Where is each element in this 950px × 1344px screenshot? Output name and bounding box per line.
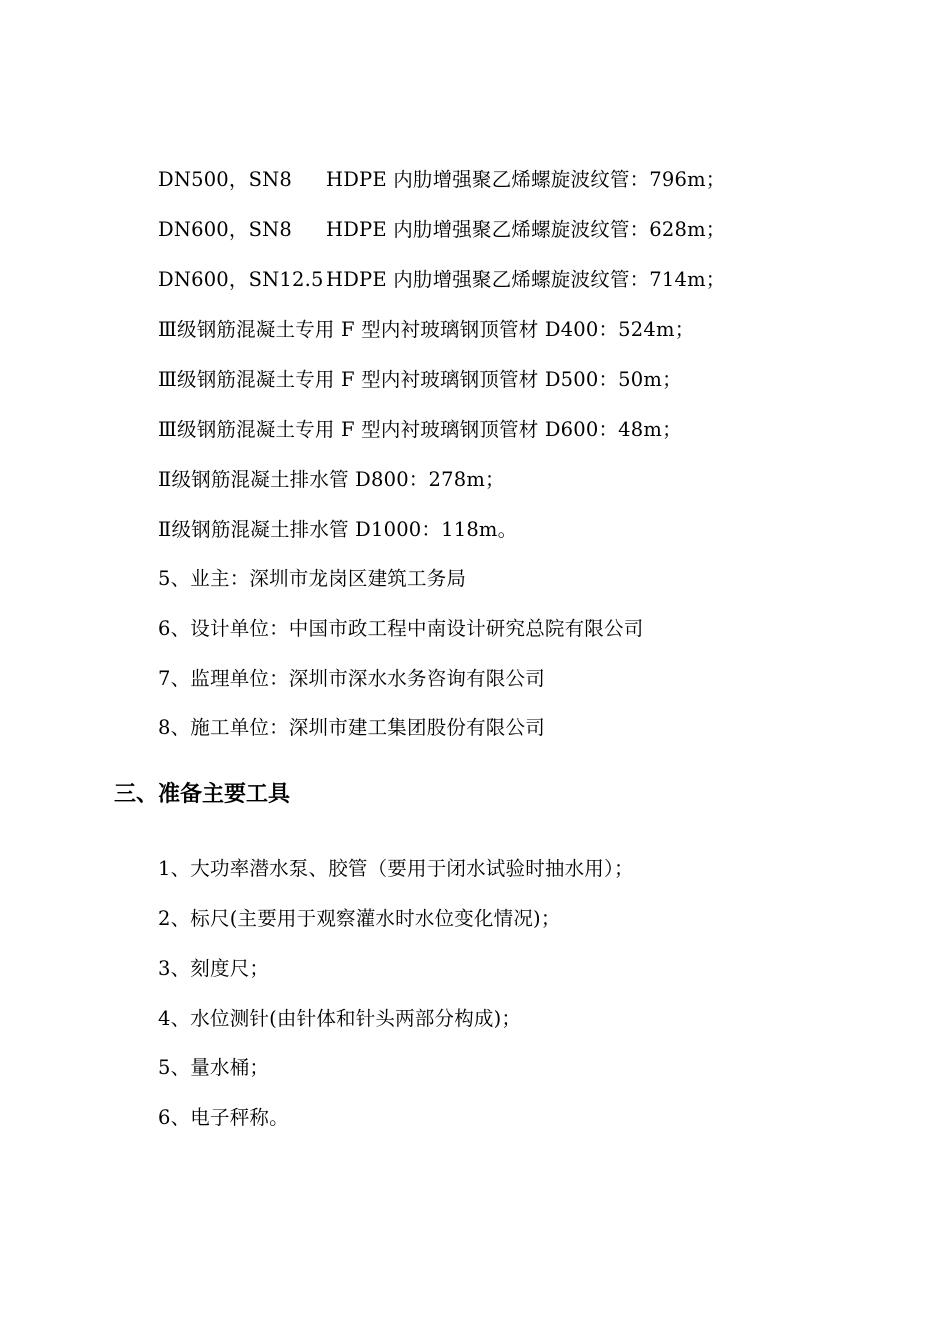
tool-item-4: 4、水位测针(由针体和针头两部分构成)；	[158, 1007, 522, 1030]
pipe-description: HDPE 内肋增强聚乙烯螺旋波纹管：714m；	[326, 268, 726, 291]
pipe-description: HDPE 内肋增强聚乙烯螺旋波纹管：796m；	[326, 168, 726, 191]
material-line-4: Ⅱ级钢筋混凝土排水管 D800：278m；	[158, 468, 505, 491]
section-heading: 三、准备主要工具	[114, 782, 291, 807]
pipe-description: HDPE 内肋增强聚乙烯螺旋波纹管：628m；	[326, 218, 726, 241]
tool-item-6: 6、电子秤称。	[158, 1106, 289, 1129]
tool-item-2: 2、标尺(主要用于观察灌水时水位变化情况)；	[158, 907, 561, 930]
pipe-spec: DN600，SN12.5	[158, 268, 324, 291]
party-owner: 5、业主：深圳市龙岗区建筑工务局	[158, 567, 467, 590]
party-supervisor: 7、监理单位：深圳市深水水务咨询有限公司	[158, 667, 545, 690]
pipe-spec: DN500，SN8	[158, 168, 293, 191]
pipe-spec: DN600，SN8	[158, 218, 293, 241]
party-designer: 6、设计单位：中国市政工程中南设计研究总院有限公司	[158, 617, 644, 640]
tool-item-5: 5、量水桶；	[158, 1056, 270, 1079]
material-line-2: Ⅲ级钢筋混凝土专用 F 型内衬玻璃钢顶管材 D500：50m；	[158, 368, 682, 391]
pipe-line-2	[158, 217, 726, 243]
material-line-3: Ⅲ级钢筋混凝土专用 F 型内衬玻璃钢顶管材 D600：48m；	[158, 418, 682, 441]
pipe-line-3	[158, 267, 726, 293]
party-contractor: 8、施工单位：深圳市建工集团股份有限公司	[158, 716, 545, 739]
material-line-1: Ⅲ级钢筋混凝土专用 F 型内衬玻璃钢顶管材 D400：524m；	[158, 318, 695, 341]
material-line-5: Ⅱ级钢筋混凝土排水管 D1000：118m。	[158, 518, 518, 541]
pipe-line-1	[158, 167, 726, 193]
tool-item-3: 3、刻度尺；	[158, 957, 270, 980]
tool-item-1: 1、大功率潜水泵、胶管（要用于闭水试验时抽水用）；	[158, 857, 634, 880]
